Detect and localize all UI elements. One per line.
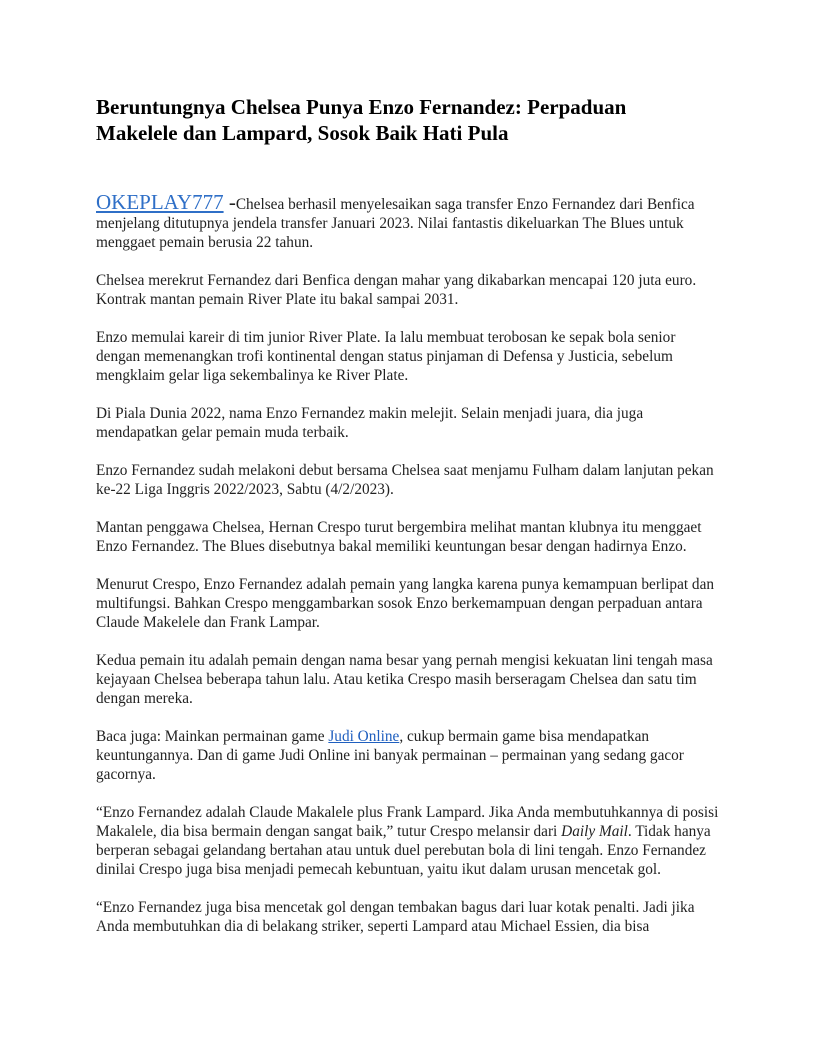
- paragraph-11: “Enzo Fernandez juga bisa mencetak gol dengan tembakan bagus dari luar kotak penalti. Jadi jika Anda membutuhkan dia di belakang striker, seperti Lampard atau Michael Essien, dia bisa: [96, 899, 695, 935]
- article-title-line-1: Beruntungnya Chelsea Punya Enzo Fernandez: Perpaduan: [96, 95, 627, 119]
- paragraph-9-text-before: Baca juga: Mainkan permainan game: [96, 728, 329, 745]
- paragraph-9-text-after: , cukup bermain game bisa mendapatkan keuntungannya. Dan di game Judi Online ini banyak permainan – permainan yang sedang gacor gacornya.: [96, 728, 684, 783]
- paragraph-7: Menurut Crespo, Enzo Fernandez adalah pemain yang langka karena punya kemampuan berlipat dan multifungsi. Bahkan Crespo menggambarkan sosok Enzo berkemampuan dengan perpaduan antara Claude Makelele dan Frank Lampar.: [96, 576, 715, 631]
- paragraph-9: [96, 727, 722, 784]
- paragraph-4: Di Piala Dunia 2022, nama Enzo Fernandez makin melejit. Selain menjadi juara, dia juga mendapatkan gelar pemain muda terbaik.: [96, 405, 644, 441]
- paragraph-3: Enzo memulai kareir di tim junior River Plate. Ia lalu membuat terobosan ke sepak bola senior dengan memenangkan trofi kontinental dengan status pinjaman di Defensa y Justicia, sebelum mengklaim gelar liga sekembalinya ke River Plate.: [96, 329, 676, 384]
- article-title: [96, 94, 722, 146]
- paragraph-1: [96, 190, 722, 252]
- paragraph-10-text-before: “Enzo Fernandez adalah Claude Makalele plus Frank Lampard. Jika Anda membutuhkannya di posisi Makalele, dia bisa bermain dengan sangat baik,” tutur Crespo melansir dari: [96, 804, 719, 840]
- brand-link[interactable]: OKEPLAY777: [96, 190, 224, 214]
- judi-online-link[interactable]: Judi Online: [328, 728, 400, 745]
- article-title-line-2: Makelele dan Lampard, Sosok Baik Hati Pula: [96, 121, 509, 145]
- document-page: [96, 94, 722, 936]
- paragraph-8: Kedua pemain itu adalah pemain dengan nama besar yang pernah mengisi kekuatan lini tengah masa kejayaan Chelsea beberapa tahun lalu. Atau ketika Crespo masih berseragam Chelsea dan satu tim dengan mereka.: [96, 652, 713, 707]
- paragraph-2: Chelsea merekrut Fernandez dari Benfica dengan mahar yang dikabarkan mencapai 120 juta euro. Kontrak mantan pemain River Plate itu bakal sampai 2031.: [96, 272, 697, 308]
- paragraph-5: Enzo Fernandez sudah melakoni debut bersama Chelsea saat menjamu Fulham dalam lanjutan pekan ke-22 Liga Inggris 2022/2023, Sabtu (4/2/2023).: [96, 462, 714, 498]
- daily-mail-source: Daily Mail: [561, 823, 628, 840]
- paragraph-10: [96, 803, 722, 879]
- brand-dash: -: [223, 190, 236, 214]
- paragraph-1-text: Chelsea berhasil menyelesaikan saga transfer Enzo Fernandez dari Benfica menjelang ditutupnya jendela transfer Januari 2023. Nilai fantastis dikeluarkan The Blues untuk menggaet pemain berusia 22 tahun.: [96, 196, 695, 251]
- paragraph-10-text-after: . Tidak hanya berperan sebagai gelandang bertahan atau untuk duel perebutan bola di lini tengah. Enzo Fernandez dinilai Crespo juga bisa menjadi pemecah kebuntuan, yaitu ikut dalam urusan mencetak gol.: [96, 823, 711, 878]
- paragraph-6: Mantan penggawa Chelsea, Hernan Crespo turut bergembira melihat mantan klubnya itu menggaet Enzo Fernandez. The Blues disebutnya bakal memiliki keuntungan besar dengan hadirnya Enzo.: [96, 519, 702, 555]
